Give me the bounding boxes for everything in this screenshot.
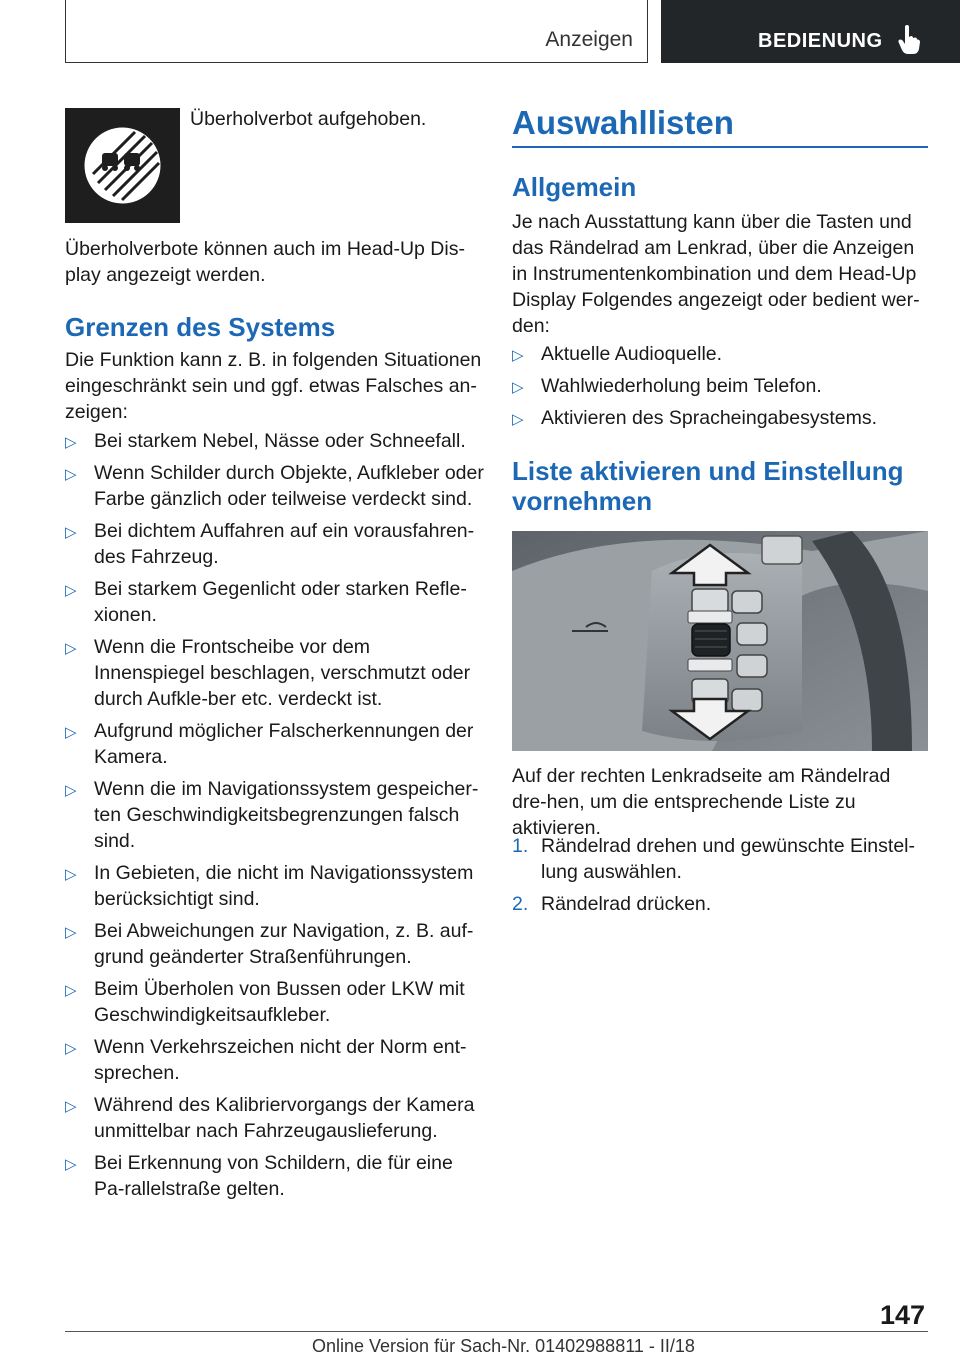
list-item: ▷ Wenn Schilder durch Objekte, Aufkleber oder Farbe gänzlich oder teilweise verdeckt sind. xyxy=(65,462,484,510)
page-number: 147 xyxy=(880,1300,926,1330)
title-rule xyxy=(512,146,928,148)
section-tab-label: Anzeigen xyxy=(545,28,633,51)
triangle-bullet-icon: ▷ xyxy=(65,466,77,483)
triangle-bullet-icon: ▷ xyxy=(512,379,524,396)
step-item: 1. Rändelrad drehen und gewünschte Einstel-lung auswählen. xyxy=(512,835,915,883)
footer-rule xyxy=(65,1331,928,1332)
limits-intro: Die Funktion kann z. B. in folgenden Situationen eingeschränkt sein und ggf. etwas Falsches an-zeigen: xyxy=(65,349,482,423)
section-tab xyxy=(65,0,648,63)
activate-heading: Liste aktivieren und Einstellung vornehmen xyxy=(512,456,904,516)
triangle-bullet-icon: ▷ xyxy=(512,411,524,428)
triangle-bullet-icon: ▷ xyxy=(65,640,77,657)
list-item: ▷ Aktivieren des Spracheingabesystems. xyxy=(512,405,930,431)
list-item: ▷ Bei Abweichungen zur Navigation, z. B. auf-grund geänderter Straßenführungen. xyxy=(65,920,474,968)
list-item: ▷ Beim Überholen von Bussen oder LKW mit Geschwindigkeitsaufkleber. xyxy=(65,978,465,1026)
chapter-tab xyxy=(661,0,960,63)
list-item: ▷ Wenn die im Navigationssystem gespeicher-ten Geschwindigkeitsbegrenzungen falsch sind. xyxy=(65,778,479,852)
list-item: ▷ Aufgrund möglicher Falscherkennungen der Kamera. xyxy=(65,720,474,768)
list-item: ▷ Wenn die Frontscheibe vor dem Innenspiegel beschlagen, verschmutzt oder durch Aufkle-ber etc. verdeckt ist. xyxy=(65,636,471,710)
general-list xyxy=(512,341,930,431)
triangle-bullet-icon: ▷ xyxy=(65,982,77,999)
step-number: 2. xyxy=(512,893,529,915)
steering-wheel-image xyxy=(512,531,928,751)
list-item: ▷ Bei starkem Gegenlicht oder starken Refle-xionen. xyxy=(65,578,467,626)
image-caption: Auf der rechten Lenkradseite am Rändelrad dre-hen, um die entsprechende Liste zu aktivieren. xyxy=(512,765,891,839)
step-number: 1. xyxy=(512,835,529,857)
triangle-bullet-icon: ▷ xyxy=(65,1156,77,1173)
triangle-bullet-icon: ▷ xyxy=(65,1098,77,1115)
general-heading: Allgemein xyxy=(512,172,637,202)
limits-list xyxy=(65,428,485,1202)
steps-list xyxy=(512,833,930,917)
list-item: ▷ Aktuelle Audioquelle. xyxy=(512,341,930,367)
triangle-bullet-icon: ▷ xyxy=(65,866,77,883)
list-item: ▷ Während des Kalibriervorgangs der Kamera unmittelbar nach Fahrzeugauslieferung. xyxy=(65,1094,475,1142)
triangle-bullet-icon: ▷ xyxy=(65,724,77,741)
step-item: 2. Rändelrad drücken. xyxy=(512,893,712,915)
page-title: Auswahllisten xyxy=(512,104,734,141)
end-of-no-overtaking-sign xyxy=(65,108,180,223)
sign-caption: Überholverbot aufgehoben. xyxy=(190,108,427,130)
hud-note: Überholverbote können auch im Head-Up Dis-play angezeigt werden. xyxy=(65,238,465,286)
triangle-bullet-icon: ▷ xyxy=(65,582,77,599)
triangle-bullet-icon: ▷ xyxy=(512,347,524,364)
list-item: ▷ Wenn Verkehrszeichen nicht der Norm ent-sprechen. xyxy=(65,1036,467,1084)
online-version-note: Online Version für Sach-Nr. 01402988811 - II/18 xyxy=(312,1336,695,1356)
triangle-bullet-icon: ▷ xyxy=(65,1040,77,1057)
triangle-bullet-icon: ▷ xyxy=(65,924,77,941)
list-item: ▷ Bei starkem Nebel, Nässe oder Schneefall. xyxy=(65,428,485,454)
pointing-hand-icon xyxy=(898,25,920,55)
sign-image xyxy=(65,108,180,223)
steering-wheel-controls-illustration xyxy=(512,531,928,751)
triangle-bullet-icon: ▷ xyxy=(65,782,77,799)
general-text: Je nach Ausstattung kann über die Tasten und das Rändelrad am Lenkrad, über die Anzeigen in Instrumentenkombination und dem Head-Up Display Folgendes angezeigt oder bedient wer-den: xyxy=(512,211,920,337)
list-item: ▷ Wahlwiederholung beim Telefon. xyxy=(512,373,930,399)
chapter-tab-label: BEDIENUNG xyxy=(758,30,883,52)
list-item: ▷ In Gebieten, die nicht im Navigationssystem berücksichtigt sind. xyxy=(65,862,474,910)
list-item: ▷ Bei Erkennung von Schildern, die für eine Pa-rallelstraße gelten. xyxy=(65,1152,453,1200)
limits-heading: Grenzen des Systems xyxy=(65,312,336,342)
triangle-bullet-icon: ▷ xyxy=(65,524,77,541)
triangle-bullet-icon: ▷ xyxy=(65,434,77,451)
list-item: ▷ Bei dichtem Auffahren auf ein vorausfahren-des Fahrzeug. xyxy=(65,520,475,568)
